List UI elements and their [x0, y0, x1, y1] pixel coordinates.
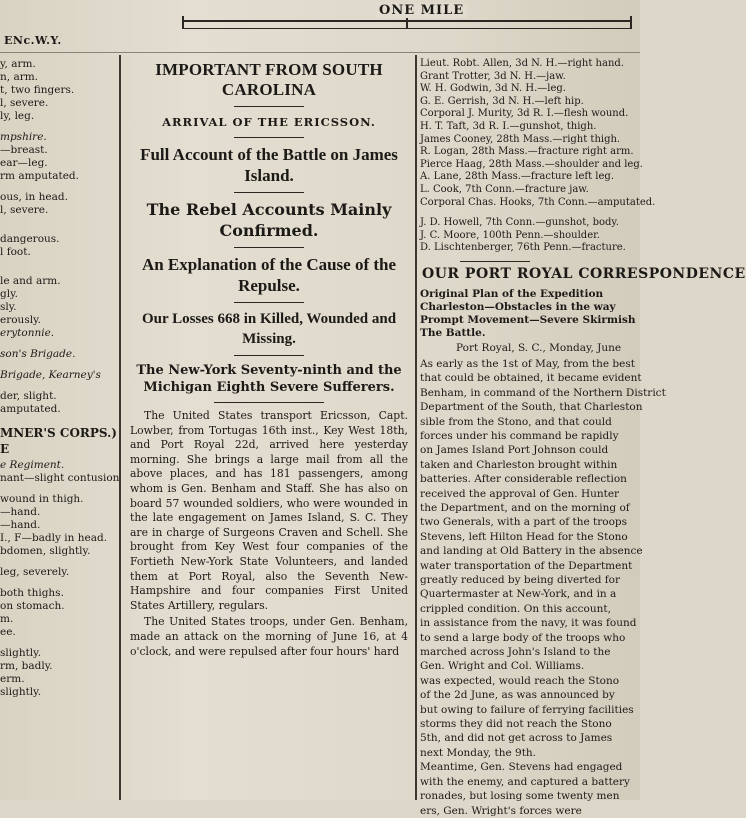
separator-rule	[460, 261, 530, 262]
casualty-line: A. Lane, 28th Mass.—fracture left leg.	[420, 171, 614, 183]
casualty-fragment: nant—slight contusion	[0, 472, 120, 484]
casualty-line: Corporal J. Murity, 3d R. I.—flesh wound.	[420, 108, 629, 120]
separator-rule	[234, 106, 304, 107]
casualty-fragment: MNER'S CORPS.)	[0, 426, 117, 440]
port-royal-subhead-line: Charleston—Obstacles in the way	[420, 300, 616, 313]
casualty-fragment: t, two fingers.	[0, 84, 75, 96]
casualty-fragment: I., F—badly in head.	[0, 532, 108, 544]
map-scale-bar	[182, 20, 632, 29]
port-royal-text-line: marched across John's Island to the	[420, 646, 611, 659]
deck-battle-account: Full Account of the Battle on James Island.	[140, 145, 398, 185]
casualty-line: Pierce Haag, 28th Mass.—shoulder and leg.	[420, 158, 643, 170]
port-royal-subheads	[420, 288, 640, 340]
casualty-fragment: l, severe.	[0, 97, 49, 109]
port-royal-subhead-line: The Battle.	[420, 326, 486, 339]
separator-rule	[214, 402, 324, 403]
port-royal-text-line: sible from the Stono, and that could	[420, 415, 612, 428]
deck-explanation: An Explanation of the Cause of the Repulse.	[141, 255, 397, 295]
casualty-fragment: l foot.	[0, 246, 31, 258]
casualty-line: D. Lischtenberger, 76th Penn.—fracture.	[420, 242, 626, 254]
port-royal-text-line: the Department, and on the morning of	[420, 501, 630, 514]
casualty-fragment: son's Brigade.	[0, 348, 76, 360]
port-royal-text-line: on James Island Port Johnson could	[420, 444, 609, 457]
scale-tick	[182, 16, 184, 28]
port-royal-text-line: 5th, and did not get across to James	[420, 732, 613, 745]
casualty-line: Corporal Chas. Hooks, 7th Conn.—amputated.	[420, 196, 656, 208]
casualty-fragment: dangerous.	[0, 233, 60, 245]
casualty-fragment: on stomach.	[0, 600, 65, 612]
port-royal-text-line: Meantime, Gen. Stevens had engaged	[420, 761, 623, 774]
port-royal-text-line: Stevens, left Hilton Head for the Stono	[420, 530, 628, 543]
port-royal-text-line: Quartermaster at New-York, and in a	[420, 588, 617, 601]
casualty-line: J. C. Moore, 100th Penn.—shoulder.	[420, 229, 600, 241]
casualty-fragment: m.	[0, 613, 14, 625]
port-royal-section-head: OUR PORT ROYAL CORRESPONDENCE	[422, 265, 746, 282]
casualty-fragment: e Regiment.	[0, 459, 65, 471]
port-royal-text-line: taken and Charleston brought within	[420, 458, 618, 471]
port-royal-article-body	[420, 357, 666, 818]
casualty-fragment: y, arm.	[0, 58, 36, 70]
casualty-fragment: E	[0, 442, 10, 456]
port-royal-subhead-line: Prompt Movement—Severe Skirmish	[420, 313, 636, 326]
casualty-fragment: n, arm.	[0, 71, 39, 83]
line-gap	[0, 485, 116, 493]
port-royal-text-line: and landing at Old Battery in the absence	[420, 545, 643, 558]
line-gap	[0, 225, 116, 233]
line-gap	[0, 361, 116, 369]
port-royal-text-line: ronades, but losing some twenty men	[420, 790, 620, 803]
deck-new-york-79th: The New-York Seventy-ninth and the Michigan Eighth Severe Sufferers.	[136, 363, 402, 395]
right-column	[420, 58, 746, 817]
casualty-fragment: Brigade, Kearney's	[0, 369, 101, 381]
main-article	[124, 58, 414, 800]
casualty-line: James Cooney, 28th Mass.—right thigh.	[420, 133, 621, 145]
casualty-line: Grant Trotter, 3d N. H.—jaw.	[420, 70, 566, 82]
deck-losses: Our Losses 668 in Killed, Wounded and Missing.	[141, 311, 397, 347]
casualty-line: R. Logan, 28th Mass.—fracture right arm.	[420, 146, 634, 158]
port-royal-text-line: batteries. After considerable reflection	[420, 473, 627, 486]
casualty-fragment: erm.	[0, 673, 25, 685]
casualty-fragment: leg, severely.	[0, 566, 70, 578]
casualty-line: W. H. Godwin, 3d N. H.—leg.	[420, 83, 566, 95]
casualty-fragment: both thighs.	[0, 587, 64, 599]
article-body	[130, 409, 408, 659]
masthead	[0, 0, 640, 53]
line-gap	[0, 183, 116, 191]
casualty-line: G. E. Gerrish, 3d N. H.—left hip.	[420, 95, 584, 107]
casualty-line: Lieut. Robt. Allen, 3d N. H.—right hand.	[420, 58, 624, 69]
line-gap	[0, 416, 116, 424]
casualty-list	[420, 58, 656, 255]
port-royal-text-line: in assistance from the navy, it was found	[420, 617, 637, 630]
casualty-fragment: ear—leg.	[0, 157, 48, 169]
casualty-fragment: ly, leg.	[0, 110, 35, 122]
casualty-fragment: erously.	[0, 314, 41, 326]
subhead-arrival: ARRIVAL OF THE ERICSSON.	[162, 115, 376, 129]
separator-rule	[234, 302, 304, 303]
deck-rebel-accounts: The Rebel Accounts Mainly Confirmed.	[146, 200, 392, 240]
casualty-line: L. Cook, 7th Conn.—fracture jaw.	[420, 183, 589, 195]
port-royal-text-line: As early as the 1st of May, from the best	[420, 357, 635, 370]
casualty-fragment: —hand.	[0, 519, 41, 531]
port-royal-text-line: Benham, in command of the Northern District	[420, 386, 666, 399]
article-paragraph: The United States transport Ericsson, Capt. Lowber, from Tortugas 16th inst., Key West 18th, and Port Royal 22d, arrived here yesterday morning. She brings a large mail from all the above places, and has 181 passengers, among whom is Gen. Benham and Staff. She has also on board 57 wounded soldiers, who were wounded in the late engagement on James Island, S. C. They are in charge of Surgeons Craven and Schell. She brought from Key West four companies of the Fortieth New-York State Volunteers, and landed them at Port Royal, also the Seventh New-Hampshire and four companies First United States Artillery, regulars.	[130, 409, 408, 612]
casualty-line: J. D. Howell, 7th Conn.—gunshot, body.	[420, 217, 619, 229]
line-gap	[0, 382, 116, 390]
scale-label: ONE MILE	[376, 3, 467, 18]
port-royal-text-line: was expected, would reach the Stono	[420, 674, 620, 687]
port-royal-text-line: to send a large body of the troops who	[420, 631, 626, 644]
casualty-fragment: l, severe.	[0, 204, 49, 216]
scale-tick	[630, 16, 632, 28]
casualty-fragment: slightly.	[0, 686, 42, 698]
line-gap	[0, 267, 116, 275]
port-royal-text-line: water transportation of the Department	[420, 559, 633, 572]
line-gap	[0, 217, 116, 225]
separator-rule	[234, 137, 304, 138]
port-royal-text-line: Department of the South, that Charleston	[420, 401, 643, 414]
line-gap	[0, 340, 116, 348]
casualty-line: H. T. Taft, 3d R. I.—gunshot, thigh.	[420, 120, 597, 132]
casualty-fragment: mpshire.	[0, 131, 47, 143]
casualty-fragment: le and arm.	[0, 275, 61, 287]
masthead-dateline: ENc.W.Y.	[4, 34, 62, 47]
port-royal-text-line: but owing to failure of ferrying facilities	[420, 703, 634, 716]
column-rule	[119, 55, 121, 800]
casualty-fragment: rm amputated.	[0, 170, 79, 182]
casualty-fragment: rm, badly.	[0, 660, 53, 672]
casualty-fragment: gly.	[0, 288, 18, 300]
line-gap	[0, 558, 116, 566]
line-gap	[0, 123, 116, 131]
casualty-fragment: ee.	[0, 626, 16, 638]
port-royal-text-line: ers, Gen. Wright's forces were	[420, 804, 582, 817]
line-gap	[0, 259, 116, 267]
article-paragraph: The United States troops, under Gen. Benham, made an attack on the morning of June 16, at 4 o'clock, and were repulsed after four hours' hard	[130, 615, 408, 658]
article-headline: IMPORTANT FROM SOUTH CAROLINA	[155, 60, 383, 99]
port-royal-text-line: crippled condition. On this account,	[420, 602, 611, 615]
left-column	[0, 58, 120, 800]
port-royal-dateline: Port Royal, S. C., Monday, June	[456, 341, 622, 354]
port-royal-text-line: that could be obtained, it became evident	[420, 372, 642, 385]
port-royal-text-line: received the approval of Gen. Hunter	[420, 487, 620, 500]
port-royal-text-line: next Monday, the 9th.	[420, 746, 537, 759]
casualty-fragment: der, slight.	[0, 390, 57, 402]
separator-rule	[234, 192, 304, 193]
casualty-fragment: wound in thigh.	[0, 493, 84, 505]
casualty-fragment: amputated.	[0, 403, 61, 415]
separator-rule	[234, 247, 304, 248]
port-royal-text-line: storms they did not reach the Stono	[420, 718, 612, 731]
line-gap	[420, 209, 640, 217]
port-royal-text-line: two Generals, with a part of the troops	[420, 516, 628, 529]
casualty-fragment: —hand.	[0, 506, 41, 518]
casualty-fragment: slightly.	[0, 647, 42, 659]
casualty-fragment: erytonnie.	[0, 327, 55, 339]
port-royal-text-line: greatly reduced by being diverted for	[420, 574, 621, 586]
casualty-fragment: —breast.	[0, 144, 48, 156]
column-rule	[415, 55, 417, 800]
port-royal-subhead-line: Original Plan of the Expedition	[420, 287, 604, 300]
port-royal-text-line: Gen. Wright and Col. Williams.	[420, 660, 585, 673]
casualty-fragment: bdomen, slightly.	[0, 545, 91, 557]
casualty-fragment: ous, in head.	[0, 191, 68, 203]
port-royal-text-line: with the enemy, and captured a battery	[420, 775, 630, 788]
line-gap	[0, 579, 116, 587]
line-gap	[0, 639, 116, 647]
port-royal-text-line: of the 2d June, as was announced by	[420, 689, 615, 702]
separator-rule	[234, 355, 304, 356]
casualty-fragment: sly.	[0, 301, 17, 313]
port-royal-text-line: forces under his command be rapidly	[420, 429, 619, 442]
